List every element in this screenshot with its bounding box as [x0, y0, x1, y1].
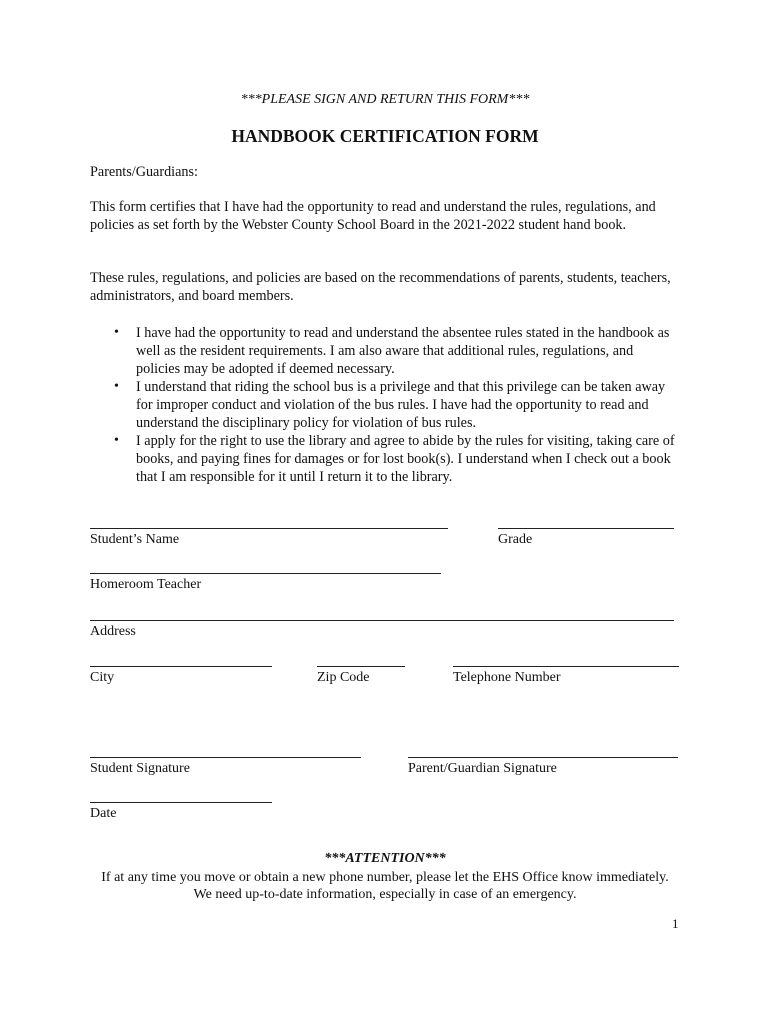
acknowledgement-list: [90, 324, 680, 486]
list-item: [90, 432, 680, 486]
attention-notice: [0, 869, 770, 903]
notice-line-2: We need up-to-date information, especially in case of an emergency.: [193, 887, 577, 902]
attention-heading: ***ATTENTION***: [324, 851, 446, 866]
rules-basis-paragraph: These rules, regulations, and policies are based on the recommendations of parents, students, teachers, administrators, and board members.: [90, 270, 671, 304]
homeroom-teacher-label: Homeroom Teacher: [90, 577, 202, 592]
city-label: City: [90, 670, 115, 685]
bullet-icon: •: [114, 379, 119, 394]
notice-line-1: If at any time you move or obtain a new phone number, please let the EHS Office know immediately.: [101, 870, 669, 885]
absentee-rules-statement: I have had the opportunity to read and understand the absentee rules stated in the handbook as well as the resident requirements. I am also aware that additional rules, regulations, and policies may be adopted if deemed necessary.: [136, 325, 670, 377]
student-name-label: Student’s Name: [90, 532, 180, 547]
parent-signature-label: Parent/Guardian Signature: [408, 761, 557, 776]
address-field[interactable]: [90, 620, 674, 621]
bullet-icon: •: [114, 433, 119, 448]
telephone-label: Telephone Number: [453, 670, 561, 685]
date-label: Date: [90, 806, 117, 821]
bullet-icon: •: [114, 325, 119, 340]
grade-label: Grade: [498, 532, 533, 547]
certification-paragraph: This form certifies that I have had the opportunity to read and understand the rules, regulations, and policies as set forth by the Webster County School Board in the 2021-2022 student hand book.: [90, 199, 656, 233]
homeroom-teacher-field[interactable]: [90, 573, 441, 574]
zip-code-label: Zip Code: [317, 670, 370, 685]
zip-code-field[interactable]: [317, 666, 405, 667]
date-field[interactable]: [90, 802, 272, 803]
list-item: [90, 324, 680, 378]
city-field[interactable]: [90, 666, 272, 667]
parent-signature-field[interactable]: [408, 757, 678, 758]
sign-and-return-header: ***PLEASE SIGN AND RETURN THIS FORM***: [240, 92, 530, 107]
list-item: [90, 378, 680, 432]
form-title: HANDBOOK CERTIFICATION FORM: [231, 126, 539, 146]
page-number: 1: [672, 916, 679, 931]
salutation: Parents/Guardians:: [90, 164, 198, 180]
address-label: Address: [90, 624, 136, 639]
student-signature-label: Student Signature: [90, 761, 190, 776]
telephone-field[interactable]: [453, 666, 679, 667]
student-signature-field[interactable]: [90, 757, 361, 758]
grade-field[interactable]: [498, 528, 674, 529]
bus-rules-statement: I understand that riding the school bus is a privilege and that this privilege can be taken away for improper conduct and violation of the bus rules. I have had the opportunity to read and understand the disciplinary policy for violation of bus rules.: [136, 379, 666, 431]
student-name-field[interactable]: [90, 528, 448, 529]
library-rules-statement: I apply for the right to use the library and agree to abide by the rules for visiting, taking care of books, and paying fines for damages or for lost book(s). I understand when I check out a book that I am responsible for it until I return it to the library.: [136, 433, 675, 485]
